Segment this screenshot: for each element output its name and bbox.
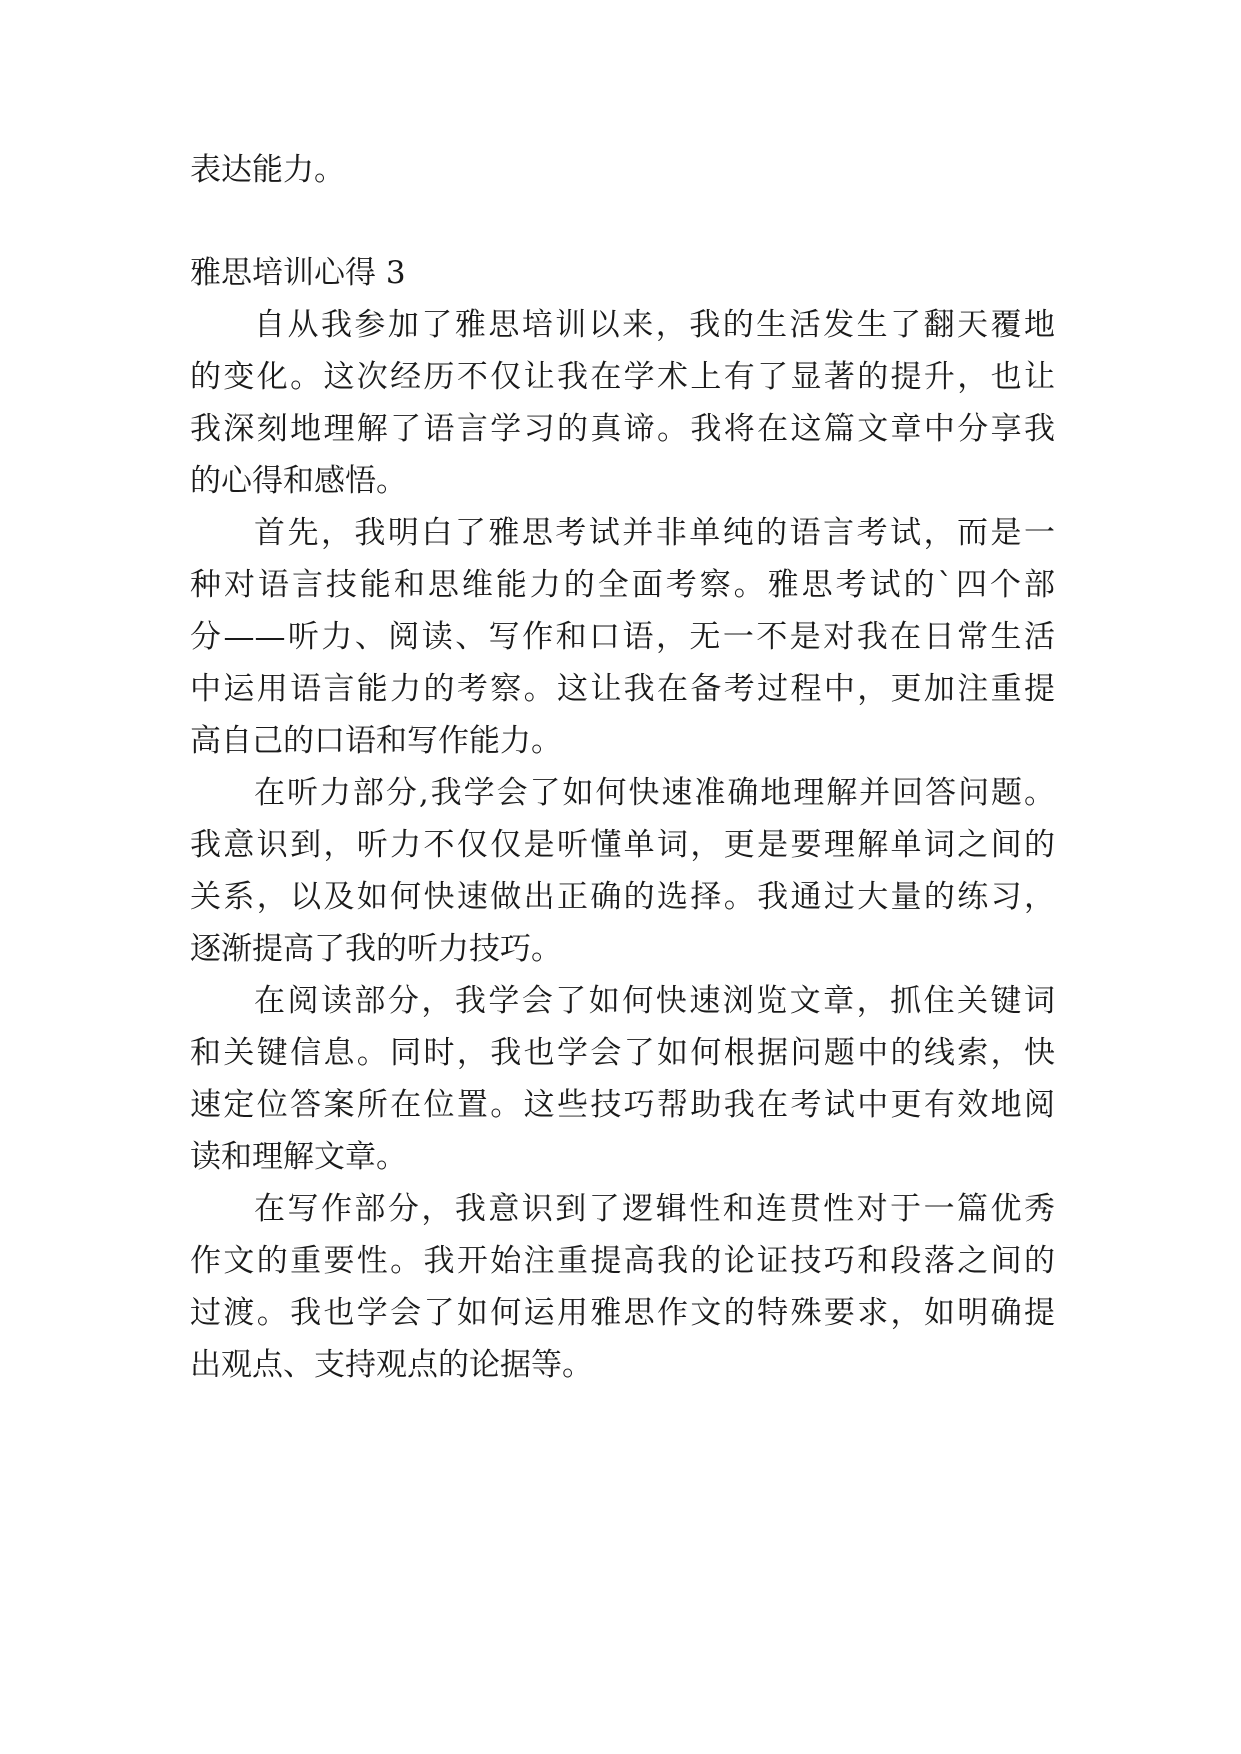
section-title: 雅思培训心得 3 [190,255,406,291]
paragraph-line: 在阅读部分，我学会了如何快速浏览文章，抓住关键词 [254,983,1055,1019]
paragraph-line: 我深刻地理解了语言学习的真谛。我将在这篇文章中分享我 [190,411,1055,447]
paragraph-line: 的心得和感悟。 [190,463,407,499]
paragraph-line: 出观点、支持观点的论据等。 [190,1347,593,1383]
paragraph-line: 关系，以及如何快速做出正确的选择。我通过大量的练习， [190,879,1055,915]
paragraph-line: 速定位答案所在位置。这些技巧帮助我在考试中更有效地阅 [190,1087,1055,1123]
paragraph-line: 的变化。这次经历不仅让我在学术上有了显著的提升，也让 [190,359,1055,395]
paragraph-line: 逐渐提高了我的听力技巧。 [190,931,562,967]
paragraph-line: 过渡。我也学会了如何运用雅思作文的特殊要求，如明确提 [190,1295,1055,1331]
paragraph-line: 我意识到，听力不仅仅是听懂单词，更是要理解单词之间的 [190,827,1055,863]
previous-section-tail: 表达能力。 [190,152,345,188]
paragraph-line: 和关键信息。同时，我也学会了如何根据问题中的线索，快 [190,1035,1055,1071]
paragraph-line: 读和理解文章。 [190,1139,407,1175]
paragraph-line: 种对语言技能和思维能力的全面考察。雅思考试的`四个部 [190,567,1055,603]
paragraph-line: 首先，我明白了雅思考试并非单纯的语言考试，而是一 [254,515,1055,551]
paragraph-line: 中运用语言能力的考察。这让我在备考过程中，更加注重提 [190,671,1055,707]
paragraph-line: 分——听力、阅读、写作和口语，无一不是对我在日常生活 [190,619,1055,655]
paragraph-line: 在写作部分，我意识到了逻辑性和连贯性对于一篇优秀 [254,1191,1055,1227]
paragraph-line: 自从我参加了雅思培训以来，我的生活发生了翻天覆地 [254,307,1055,343]
paragraph-line: 在听力部分,我学会了如何快速准确地理解并回答问题。 [254,775,1055,811]
paragraph-line: 作文的重要性。我开始注重提高我的论证技巧和段落之间的 [190,1243,1055,1279]
paragraph-line: 高自己的口语和写作能力。 [190,723,562,759]
